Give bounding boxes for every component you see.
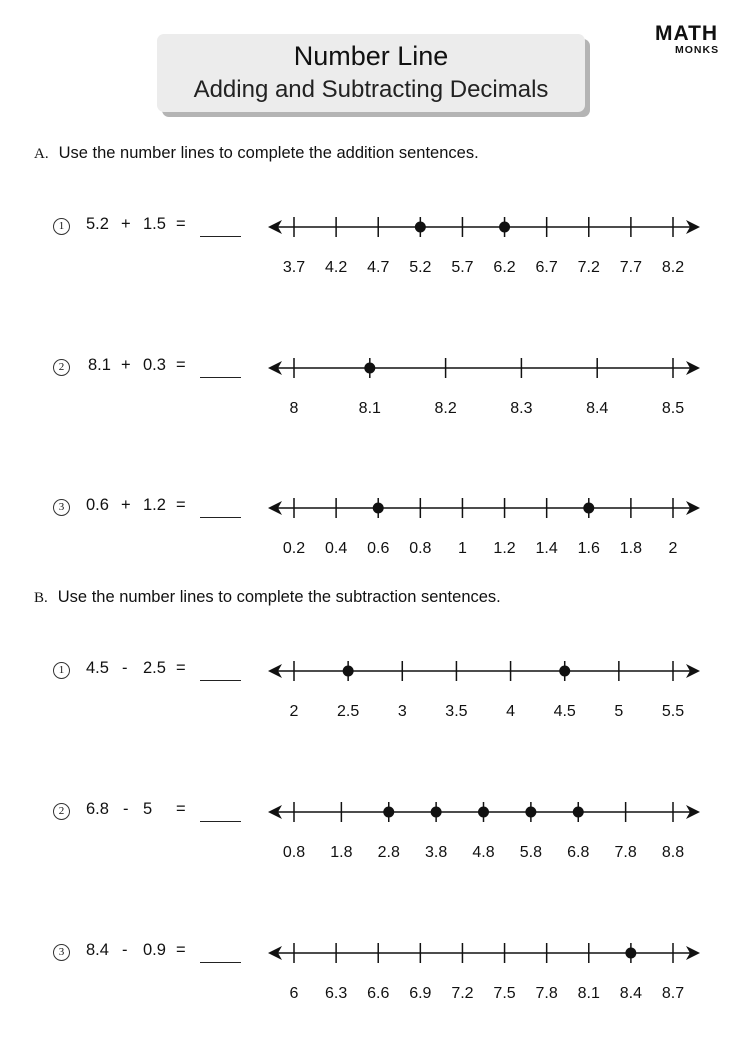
section-a-text: Use the number lines to complete the addition sentences.	[58, 144, 479, 162]
tick-label: 2	[668, 540, 678, 557]
number-line-point	[559, 666, 570, 677]
tick-label: 8.1	[358, 400, 381, 417]
tick-label: 4.7	[367, 259, 390, 276]
equation-first-operand: 6.8	[86, 800, 109, 818]
section-b-instruction	[34, 588, 501, 607]
tick-label: 5.2	[409, 259, 432, 276]
tick-label: 5	[614, 703, 624, 720]
problem-row	[0, 800, 742, 880]
problem-number-badge: 3	[53, 944, 70, 961]
number-line-point	[625, 948, 636, 959]
tick-label: 0.8	[282, 844, 306, 861]
problem-number-badge: 3	[53, 499, 70, 516]
tick-label: 5.8	[519, 844, 542, 861]
equation-second-operand: 0.9	[143, 941, 166, 959]
tick-label: 5.7	[451, 259, 474, 276]
equation-operator: +	[121, 496, 131, 514]
tick-label: 8.4	[586, 400, 609, 417]
number-line-point	[583, 503, 594, 514]
tick-label: 3.7	[282, 259, 306, 276]
tick-label: 7.7	[619, 259, 643, 276]
equation-operator: -	[122, 941, 128, 959]
equation-equals-sign: =	[176, 659, 186, 677]
tick-label: 8.8	[661, 844, 685, 861]
problem-number-badge: 2	[53, 803, 70, 820]
equation-second-operand: 1.2	[143, 496, 166, 514]
number-line	[0, 215, 742, 285]
problem-row	[0, 215, 742, 295]
section-a-instruction	[34, 144, 479, 163]
tick-label: 2.8	[377, 844, 400, 861]
number-line-point	[431, 807, 442, 818]
problem-number-badge: 1	[53, 662, 70, 679]
tick-label: 2	[289, 703, 299, 720]
equation-equals-sign: =	[176, 356, 186, 374]
equation-second-operand: 1.5	[143, 215, 166, 233]
math-monks-logo	[655, 22, 725, 62]
tick-label: 3.8	[425, 844, 448, 861]
number-line-point	[364, 363, 375, 374]
tick-label: 3	[397, 703, 407, 720]
problem-row	[0, 496, 742, 576]
number-line-point	[373, 503, 384, 514]
tick-label: 1.8	[619, 540, 643, 557]
number-line-point	[499, 222, 510, 233]
tick-label: 8.2	[434, 400, 457, 417]
tick-label: 6.7	[535, 259, 558, 276]
tick-label: 1	[457, 540, 467, 557]
tick-label: 8.3	[510, 400, 533, 417]
equation-equals-sign: =	[176, 941, 186, 959]
tick-label: 1.6	[577, 540, 600, 557]
equation-first-operand: 8.1	[88, 356, 111, 374]
tick-label: 6.9	[409, 985, 432, 1002]
tick-label: 7.2	[451, 985, 474, 1002]
tick-label: 6.8	[567, 844, 590, 861]
tick-label: 6.3	[324, 985, 348, 1002]
section-a-letter: A.	[34, 146, 49, 162]
number-line	[0, 659, 742, 729]
number-line	[0, 800, 742, 870]
equation-operator: +	[121, 215, 131, 233]
tick-label: 4	[506, 703, 516, 720]
tick-label: 1.2	[493, 540, 516, 557]
tick-label: 8.7	[661, 985, 685, 1002]
tick-label: 7.8	[614, 844, 637, 861]
tick-label: 3.5	[445, 703, 468, 720]
problem-number-badge: 2	[53, 359, 70, 376]
tick-label: 0.8	[409, 540, 432, 557]
tick-label: 6	[289, 985, 299, 1002]
number-line-point	[478, 807, 489, 818]
equation-first-operand: 0.6	[86, 496, 109, 514]
tick-label: 8.1	[577, 985, 600, 1002]
equation-operator: -	[122, 659, 128, 677]
tick-label: 8.5	[661, 400, 685, 417]
section-b-letter: B.	[34, 590, 48, 606]
equation-second-operand: 5	[143, 800, 153, 818]
equation-second-operand: 2.5	[143, 659, 166, 677]
number-line	[0, 356, 742, 426]
tick-label: 1.4	[535, 540, 558, 557]
tick-label: 8.2	[661, 259, 685, 276]
tick-label: 7.5	[493, 985, 516, 1002]
tick-label: 0.2	[282, 540, 306, 557]
tick-label: 8.4	[619, 985, 643, 1002]
equation-operator: -	[123, 800, 129, 818]
title-box	[157, 34, 585, 112]
tick-label: 2.5	[337, 703, 360, 720]
logo-monks-text: MONKS	[675, 44, 720, 56]
equation-equals-sign: =	[176, 800, 186, 818]
problem-number-badge: 1	[53, 218, 70, 235]
equation-first-operand: 8.4	[86, 941, 109, 959]
equation-first-operand: 5.2	[86, 215, 109, 233]
number-line	[0, 941, 742, 1011]
page-subtitle: Adding and Subtracting Decimals	[193, 76, 549, 103]
tick-label: 7.8	[535, 985, 558, 1002]
equation-second-operand: 0.3	[143, 356, 166, 374]
page-title: Number Line	[293, 41, 449, 71]
tick-label: 4.5	[553, 703, 576, 720]
tick-label: 6.6	[367, 985, 390, 1002]
number-line	[0, 496, 742, 566]
number-line-point	[573, 807, 584, 818]
number-line-point	[343, 666, 354, 677]
tick-label: 6.2	[493, 259, 516, 276]
equation-equals-sign: =	[176, 215, 186, 233]
tick-label: 4.2	[324, 259, 348, 276]
problem-row	[0, 659, 742, 739]
problem-row	[0, 356, 742, 436]
tick-label: 0.4	[324, 540, 348, 557]
number-line-point	[415, 222, 426, 233]
tick-label: 0.6	[367, 540, 390, 557]
section-b-text: Use the number lines to complete the subtraction sentences.	[57, 588, 501, 606]
equation-first-operand: 4.5	[86, 659, 109, 677]
tick-label: 1.8	[330, 844, 353, 861]
equation-equals-sign: =	[176, 496, 186, 514]
tick-label: 5.5	[661, 703, 685, 720]
number-line-point	[525, 807, 536, 818]
logo-math-text: MATH	[655, 22, 719, 45]
number-line-point	[383, 807, 394, 818]
tick-label: 4.8	[472, 844, 495, 861]
problem-row	[0, 941, 742, 1021]
tick-label: 8	[289, 400, 299, 417]
tick-label: 7.2	[577, 259, 600, 276]
equation-operator: +	[121, 356, 131, 374]
